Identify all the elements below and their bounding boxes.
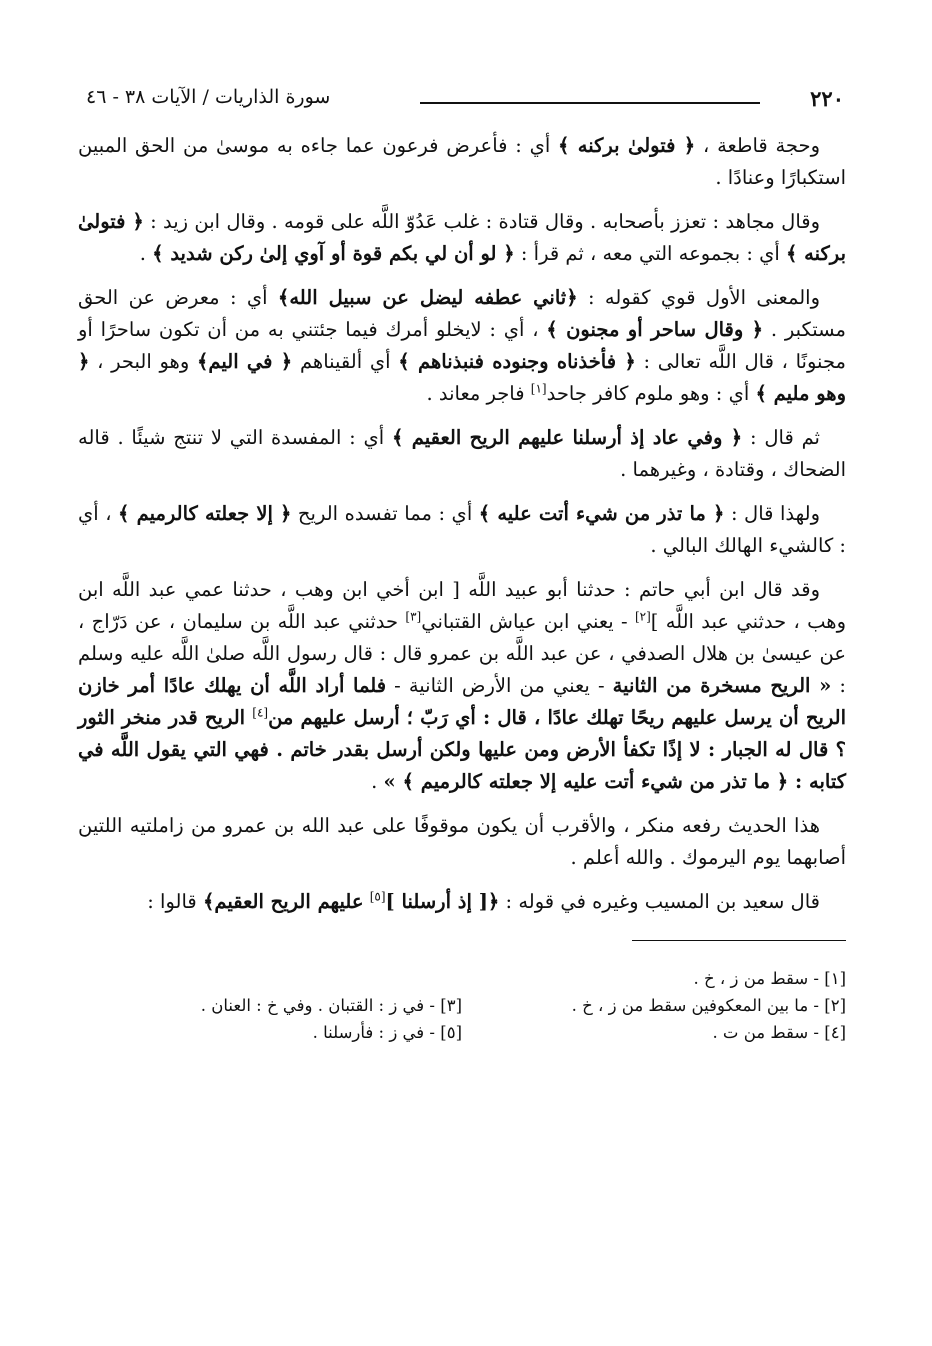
quoted-text: ﴿ إلا جعلته كالرميم ﴾ (118, 502, 292, 525)
quoted-text: ﴿ في اليم﴾ (196, 350, 293, 373)
text-run: وحجة قاطعة ، (695, 134, 820, 157)
text-run: هذا الحديث رفعه منكر ، والأقرب أن يكون موقوفًا على عبد الله بن عمرو من زاملتيه اللتين أصابهما يوم اليرموك . والله أعلم . (78, 814, 846, 869)
paragraph (78, 810, 846, 874)
paragraph (78, 282, 846, 410)
quoted-text: ﴿ وفي عاد إذ أرسلنا عليهم الريح العقيم ﴾ (391, 426, 743, 449)
paragraph (78, 130, 846, 194)
text-run: ثم قال : (742, 426, 820, 449)
footnote-item: [٣] - في ز : القتبان . وفي خ : العنان . (200, 996, 462, 1015)
text-run: قالوا : (147, 890, 203, 913)
footnote-ref: [١] (530, 381, 547, 396)
quoted-text: عليهم الريح العقيم﴾ (202, 890, 364, 913)
text-run: أي : وهو ملوم كافر جاحد (546, 382, 756, 405)
footnote-item: [٢] - ما بين المعكوفين سقط من ز ، خ . (571, 996, 846, 1015)
text-run: أي : المفسدة التي لا تنتج شيئًا . قاله الضحاك ، وقتادة ، وغيرهما . (78, 426, 846, 481)
paragraph (78, 422, 846, 486)
text-run: أي ألقيناهم (292, 350, 399, 373)
paragraph (78, 886, 846, 918)
quoted-text: ﴿ثاني عطفه ليضل عن سبيل الله﴾ (277, 286, 578, 309)
text-run: أي : مما تفسده الريح (291, 502, 479, 525)
footnote-item: [٤] - سقط من ت . (712, 1023, 846, 1042)
text-run: . (371, 770, 384, 793)
quoted-text: ﴿ فتولىٰ بركنه ﴾ (558, 134, 696, 157)
text-run: والمعنى الأول قوي كقوله : (577, 286, 820, 309)
text-run: أي : بجموعه التي معه ، ثم قرأ : (514, 242, 786, 265)
book-page (78, 86, 846, 1046)
text-run: وقال مجاهد : تعزز بأصحابه . وقال قتادة : غلب عَدُوّ اللَّه على قومه . وقال ابن زيد : (143, 210, 820, 233)
footnotes-left-column (78, 965, 462, 1046)
text-run: ، أي : لايخلو أمرك فيما جئتني به من أن تكون ساحرًا أو مجنونًا ، قال اللَّه تعالى : (78, 318, 846, 373)
header-rule (420, 102, 760, 104)
footnote-ref: [٢] (634, 609, 651, 624)
footnote-ref: [٣] (405, 609, 422, 624)
quoted-text: ﴿ فأخذناه وجنوده فنبذناهم ﴾ (398, 350, 636, 373)
footnote-divider (632, 940, 846, 941)
running-title: سورة الذاريات / الآيات ٣٨ - ٤٦ (86, 86, 331, 108)
paragraph (78, 498, 846, 562)
quoted-text: الريح قدر منخر الثور ؟ قال له الجبار : لا إذًا تكفأ الأرض ومن عليها ولكن أرسل بقدر خاتم . فهي التي يقول اللَّه في كتابه : ﴿ ما تذر من شيء أتت عليه إلا جعلته كالرميم ﴾ » (78, 706, 846, 793)
text-run: وهو البحر ، (89, 350, 197, 373)
text-run: وقد قال ابن أبي حاتم : حدثنا أبو عبيد اللَّه [ ابن أخي ابن وهب ، حدثنا عمي عبد اللَّه ابن وهب ، حدثني عبد اللَّه ] (78, 578, 846, 633)
quoted-text: « الريح مسخرة من الثانية (612, 674, 832, 697)
quoted-text: ﴿ لو أن لي بكم قوة أو آوي إلىٰ ركن شديد ﴾ (152, 242, 515, 265)
quoted-text: ﴿[ إذ أرسلنا ] (385, 890, 500, 913)
quoted-text: ﴿ فتولىٰ بركنه ﴾ (78, 210, 846, 265)
text-run: ولهذا قال : (724, 502, 821, 525)
text-run: أي : معرض عن الحق مستكبر . (78, 286, 846, 341)
text-run: . (139, 242, 153, 265)
text-run: فاجر معاند . (426, 382, 531, 405)
text-run: أي : فأعرض فرعون عما جاءه به موسىٰ من الحق المبين استكبارًا وعنادًا . (78, 134, 846, 189)
footnote-ref: [٤] (252, 705, 269, 720)
footnotes (78, 965, 846, 1046)
main-text (78, 130, 846, 918)
text-run: قال سعيد بن المسيب وغيره في قوله : (499, 890, 820, 913)
quoted-text: ﴿ وقال ساحر أو مجنون ﴾ (546, 318, 764, 341)
paragraph (78, 574, 846, 798)
quoted-text: ﴿ ما تذر من شيء أتت عليه ﴾ (478, 502, 725, 525)
text-run: حدثني عبد اللَّه بن سليمان ، عن دَرّاج ، عن عيسىٰ بن هلال الصدفي ، عن عبد اللَّه بن عمرو قال : قال رسول اللَّه صلىٰ اللَّه عليه وسلم : (78, 610, 847, 697)
page-number: ٢٢٠ (810, 86, 844, 111)
footnote-item: [٥] - في ز : فأرسلنا . (312, 1023, 462, 1042)
footnotes-right-column (462, 965, 846, 1046)
text-run: ، أي : كالشيء الهالك البالي . (78, 502, 846, 557)
footnote-ref: [٥] (369, 889, 386, 904)
quoted-text: فلما أراد اللَّه أن يهلك عادًا أمر خازن الريح أن يرسل عليهم ريحًا تهلك عادًا ، قال : أي رَبّ ؛ أرسل عليهم من (78, 674, 846, 729)
text-run: - يعني من الأرض الثانية - (386, 674, 613, 697)
quoted-text: ﴿ وهو مليم ﴾ (78, 350, 846, 405)
text-run: - يعني ابن عياش القتباني (421, 610, 635, 633)
paragraph (78, 206, 846, 270)
footnote-item: [١] - سقط من ز ، خ . (693, 969, 846, 988)
page-header (78, 86, 846, 118)
